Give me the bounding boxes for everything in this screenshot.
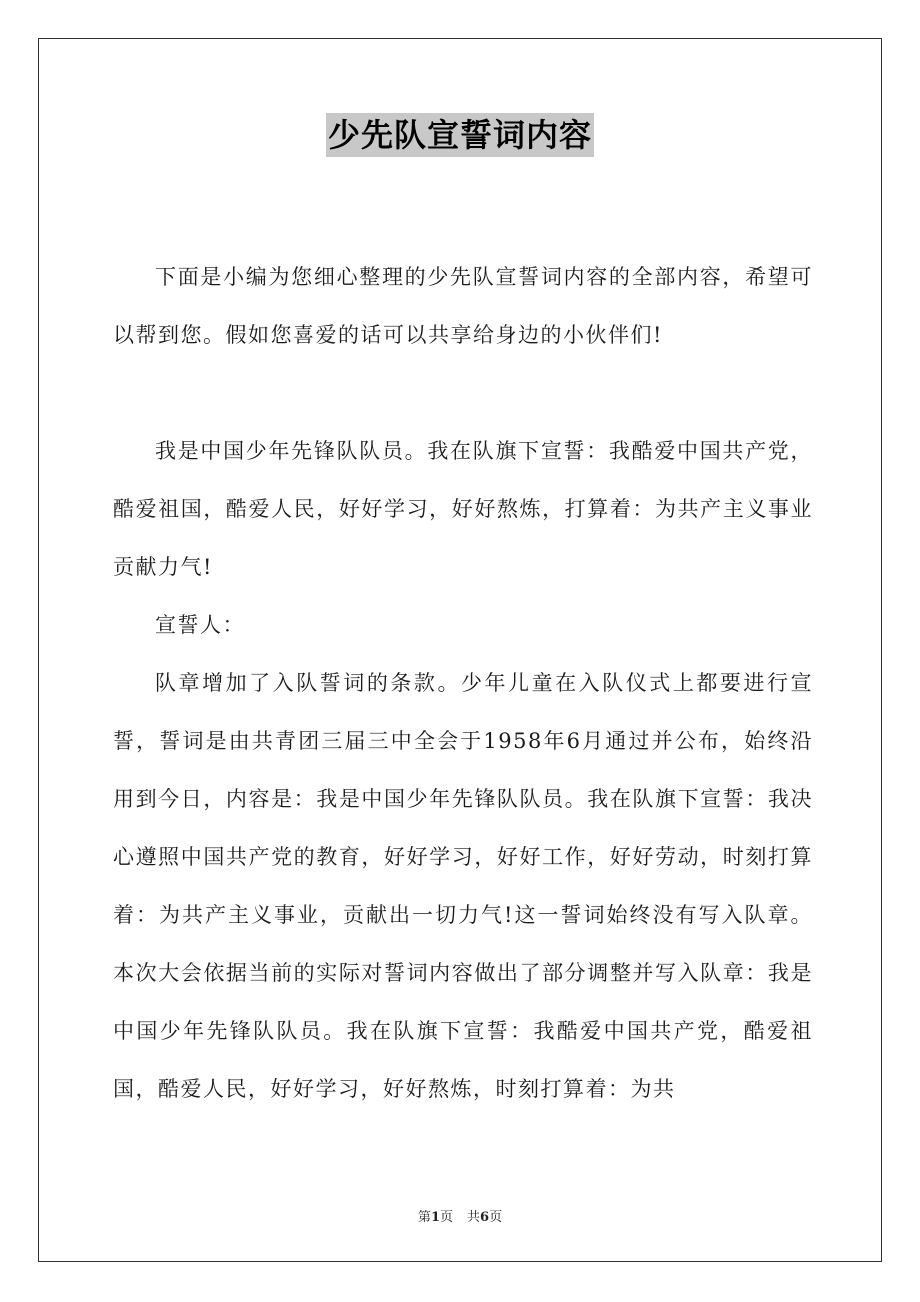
oath-paragraph: 我是中国少年先锋队队员。我在队旗下宣誓：我酷爱中国共产党，酷爱祖国，酷爱人民，好好学习，好好熬炼，打算着：为共产主义事业贡献力气! xyxy=(113,439,813,579)
total-pages-prefix: 共 xyxy=(467,1210,481,1225)
document-title: 少先队宣誓词内容 xyxy=(326,113,594,157)
intro-paragraph: 下面是小编为您细心整理的少先队宣誓词内容的全部内容，希望可以帮到您。假如您喜爱的话可以共享给身边的小伙伴们! xyxy=(113,265,813,347)
paragraph-spacer xyxy=(113,364,813,422)
oath-signer-paragraph: 宣誓人： xyxy=(155,613,245,637)
document-body xyxy=(113,248,813,1118)
page-number-suffix: 页 xyxy=(439,1210,453,1225)
page-number-current: 1 xyxy=(430,1210,440,1225)
page-number-prefix: 第 xyxy=(417,1210,431,1225)
page-footer xyxy=(0,1206,920,1225)
charter-paragraph: 队章增加了入队誓词的条款。少年儿童在入队仪式上都要进行宣誓，誓词是由共青团三届三中全会于1958年6月通过并公布，始终沿用到今日，内容是：我是中国少年先锋队队员。我在队旗下宣誓：我决心遵照中国共产党的教育，好好学习，好好工作，好好劳动，时刻打算着：为共产主义事业，贡献出一切力气!这一誓词始终没有写入队章。本次大会依据当前的实际对誓词内容做出了部分调整并写入队章：我是中国少年先锋队队员。我在队旗下宣誓：我酷爱中国共产党，酷爱祖国，酷爱人民，好好学习，好好熬炼，时刻打算着：为共 xyxy=(113,671,813,1101)
total-pages-count: 6 xyxy=(480,1210,490,1225)
total-pages-suffix: 页 xyxy=(489,1210,503,1225)
title-container xyxy=(0,113,920,157)
